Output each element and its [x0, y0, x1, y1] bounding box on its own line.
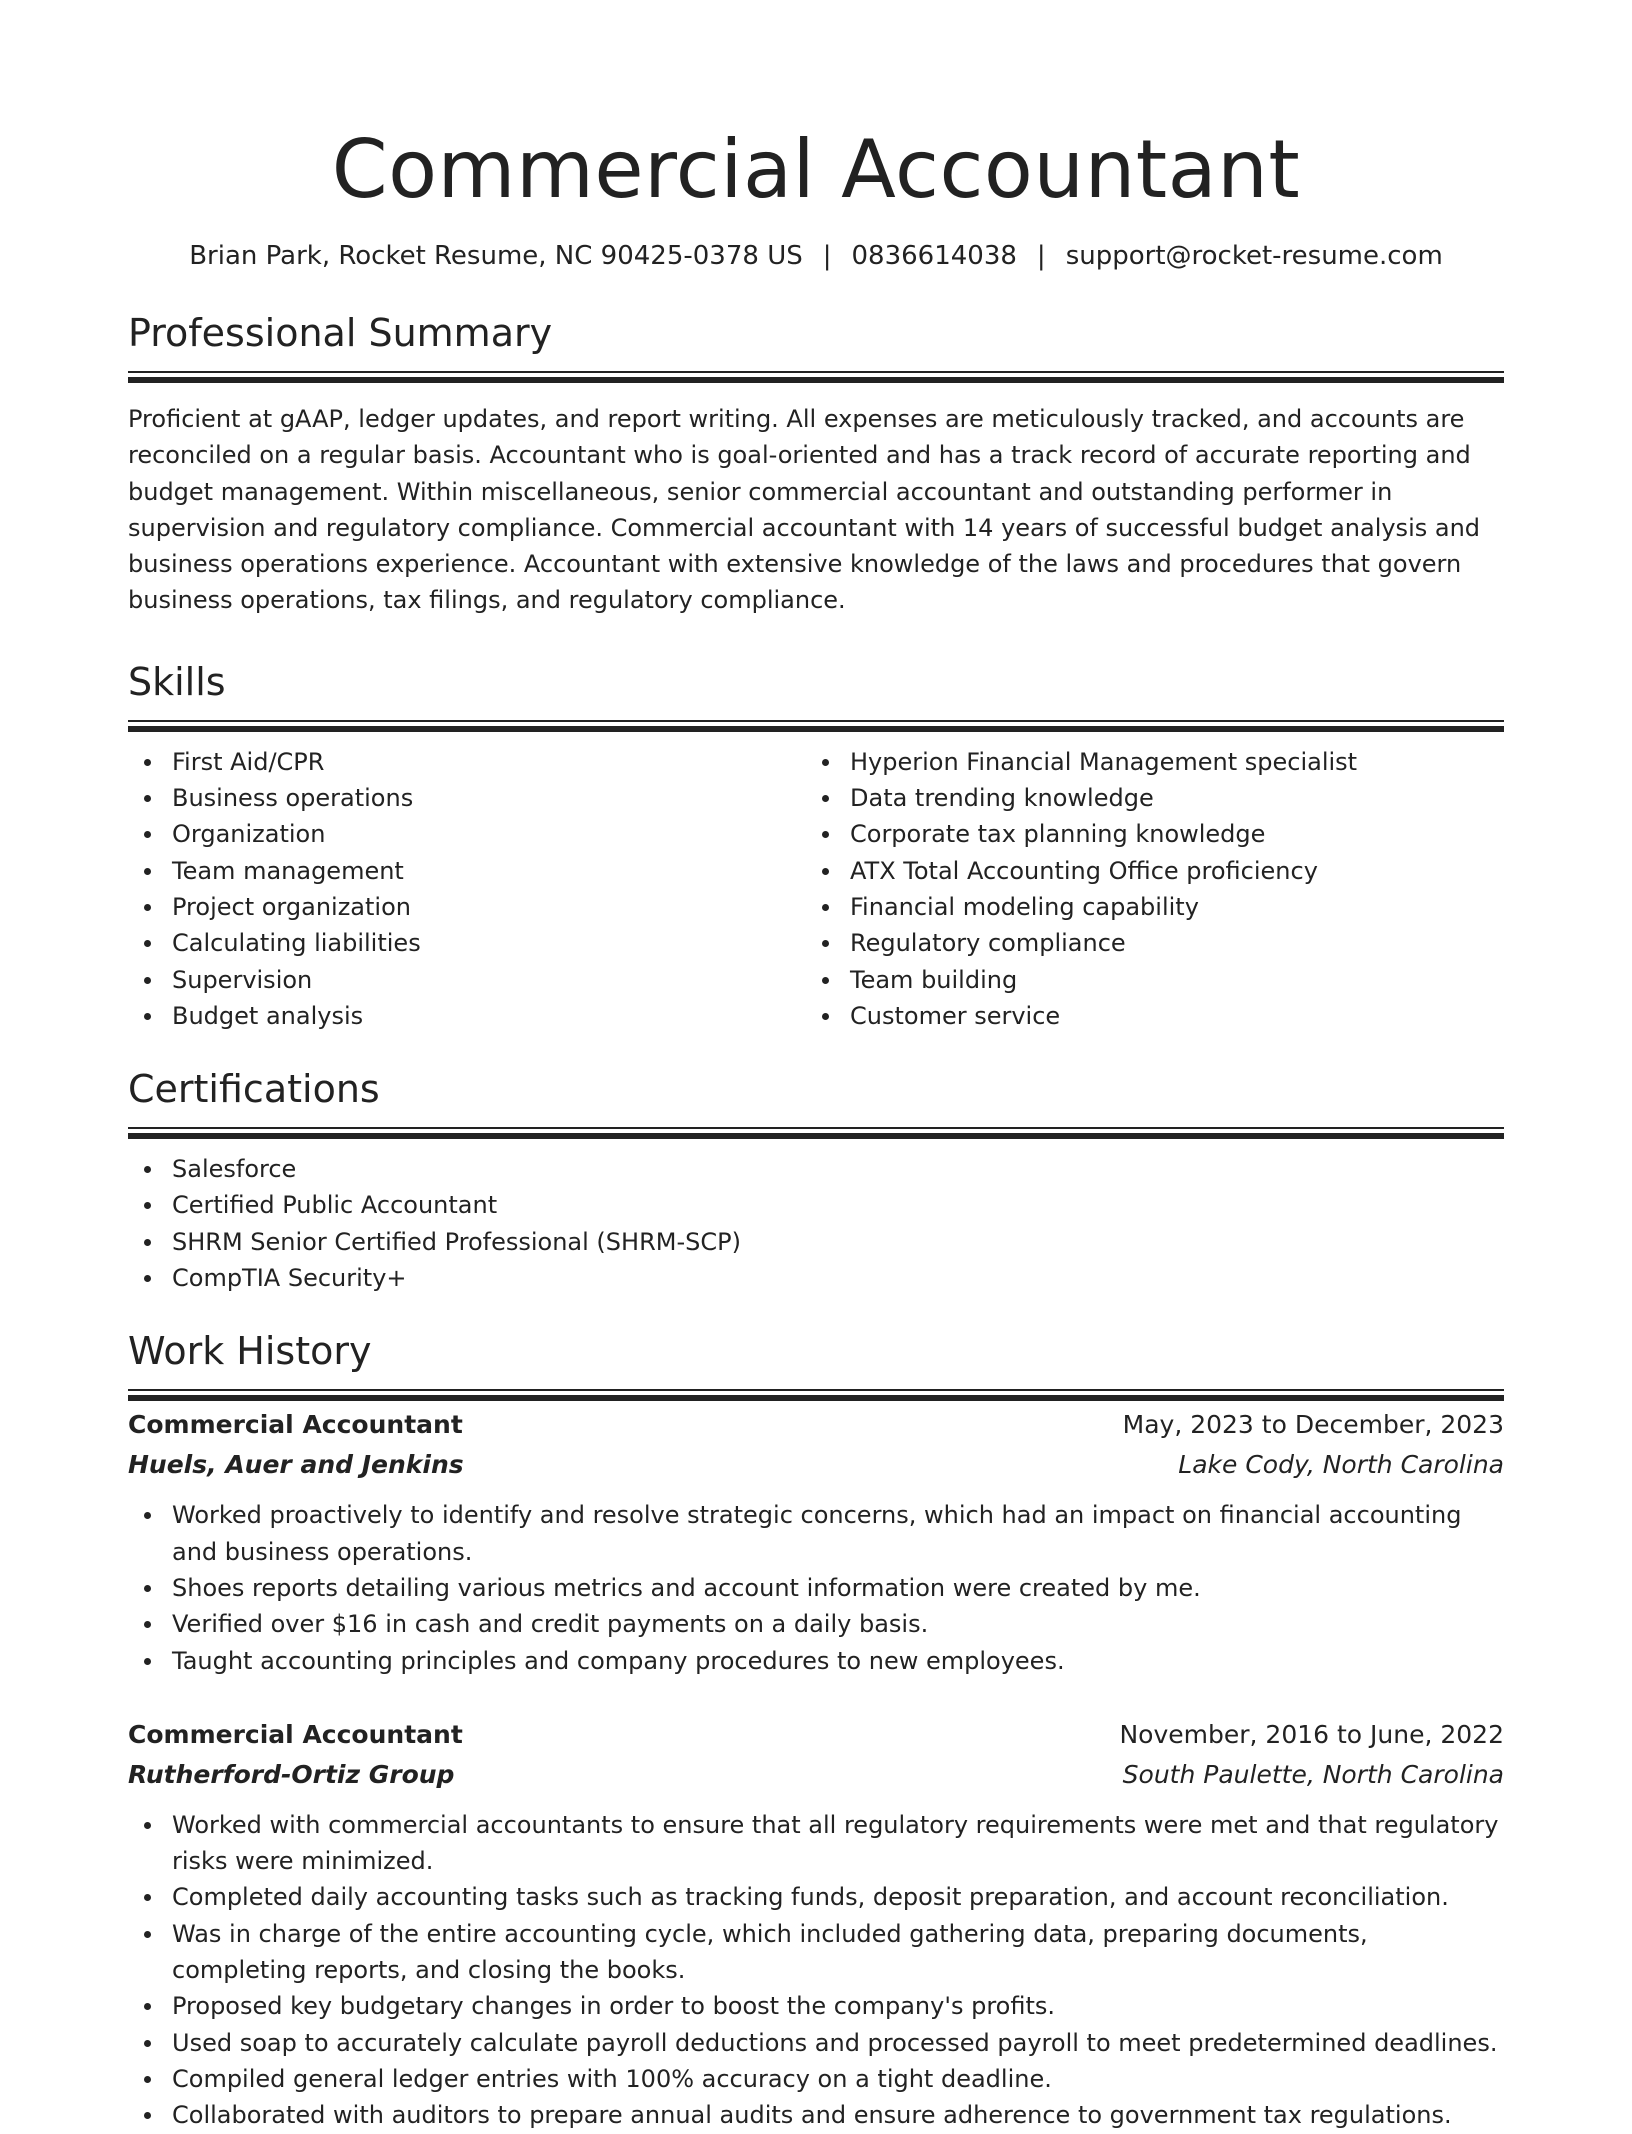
skill-item: Hyperion Financial Management specialist	[806, 744, 1484, 780]
job-bullet: Compiled general ledger entries with 100% accuracy on a tight deadline.	[128, 2061, 1504, 2097]
job-bullet: Verified over $16 in cash and credit payments on a daily basis.	[128, 1606, 1504, 1642]
job-bullet: Shoes reports detailing various metrics and account information were created by me.	[128, 1570, 1504, 1606]
certification-item: CompTIA Security+	[128, 1260, 1504, 1296]
job-company-row	[128, 1445, 1504, 1485]
job-location: Lake Cody, North Carolina	[1178, 1450, 1504, 1480]
work-history-section	[128, 1326, 1504, 2133]
job-company-row	[128, 1755, 1504, 1795]
job-bullet: Used soap to accurately calculate payroll deductions and processed payroll to meet predetermined deadlines.	[128, 2025, 1504, 2061]
work-history-heading: Work History	[128, 1329, 372, 1374]
contact-address: Brian Park, Rocket Resume, NC 90425-0378 US	[189, 241, 803, 271]
skill-item: Business operations	[128, 780, 806, 816]
certifications-heading: Certifications	[128, 1067, 380, 1112]
skill-item: Supervision	[128, 962, 806, 998]
job-bullets	[128, 1807, 1504, 2134]
job-bullets	[128, 1497, 1504, 1678]
skill-item: Data trending knowledge	[806, 780, 1484, 816]
certifications-section	[128, 1064, 1504, 1296]
job-company: Rutherford-Ortiz Group	[128, 1759, 455, 1789]
skill-item: Customer service	[806, 998, 1484, 1034]
section-divider	[128, 1389, 1504, 1391]
skill-item: First Aid/CPR	[128, 744, 806, 780]
summary-text: Proficient at gAAP, ledger updates, and report writing. All expenses are meticulously tracked, and accounts are reconciled on a regular basis. Accountant who is goal-oriented and has a track record of accurate reporting and budget management. Within miscellaneous, senior commercial accountant and outstanding performer in supervision and regulatory compliance. Commercial accountant with 14 years of successful budget analysis and business operations experience. Accountant with extensive knowledge of the laws and procedures that govern business operations, tax filings, and regulatory compliance.	[128, 405, 1481, 615]
job-bullet: Worked proactively to identify and resolve strategic concerns, which had an impact on financial accounting and business operations.	[128, 1497, 1504, 1570]
contact-separator: |	[1036, 241, 1046, 271]
job-dates: November, 2016 to June, 2022	[1119, 1719, 1504, 1749]
summary-section	[128, 308, 1504, 619]
job-dates: May, 2023 to December, 2023	[1122, 1410, 1504, 1440]
job-title: Commercial Accountant	[128, 1410, 463, 1440]
certifications-list	[128, 1151, 1504, 1296]
job-entry	[128, 1405, 1504, 1678]
certification-item: Salesforce	[128, 1151, 1504, 1187]
skill-item: Team management	[128, 853, 806, 889]
job-title-row	[128, 1405, 1504, 1445]
section-divider	[128, 720, 1504, 722]
section-divider	[128, 1127, 1504, 1129]
skills-grid	[128, 744, 1504, 1034]
job-bullet: Taught accounting principles and company procedures to new employees.	[128, 1643, 1504, 1679]
skills-list-right	[806, 744, 1484, 1034]
skill-item: Project organization	[128, 889, 806, 925]
contact-line	[128, 238, 1504, 274]
contact-phone: 0836614038	[851, 241, 1017, 271]
summary-heading: Professional Summary	[128, 311, 553, 355]
certification-item: SHRM Senior Certified Professional (SHRM-SCP)	[128, 1224, 1504, 1260]
job-company: Huels, Auer and Jenkins	[128, 1450, 464, 1480]
skill-item: Corporate tax planning knowledge	[806, 816, 1484, 852]
job-title: Commercial Accountant	[128, 1719, 463, 1749]
job-location: South Paulette, North Carolina	[1122, 1759, 1504, 1789]
contact-separator: |	[822, 241, 832, 271]
job-bullet: Completed daily accounting tasks such as tracking funds, deposit preparation, and account reconciliation.	[128, 1879, 1504, 1915]
skill-item: Team building	[806, 962, 1484, 998]
skill-item: Calculating liabilities	[128, 925, 806, 961]
skill-item: Financial modeling capability	[806, 889, 1484, 925]
certification-item: Certified Public Accountant	[128, 1187, 1504, 1223]
job-bullet: Worked with commercial accountants to ensure that all regulatory requirements were met and that regulatory risks were minimized.	[128, 1807, 1504, 1880]
skill-item: Organization	[128, 816, 806, 852]
job-bullet: Was in charge of the entire accounting cycle, which included gathering data, preparing documents, completing reports, and closing the books.	[128, 1916, 1504, 1989]
resume-page	[128, 0, 1504, 2134]
contact-email: support@rocket-resume.com	[1065, 241, 1443, 271]
skills-heading: Skills	[128, 659, 226, 704]
section-divider	[128, 371, 1504, 373]
job-bullet: Collaborated with auditors to prepare annual audits and ensure adherence to government tax regulations.	[128, 2097, 1504, 2133]
skill-item: Regulatory compliance	[806, 925, 1484, 961]
job-bullet: Proposed key budgetary changes in order to boost the company's profits.	[128, 1988, 1504, 2024]
skills-section	[128, 657, 1504, 1034]
skill-item: Budget analysis	[128, 998, 806, 1034]
skill-item: ATX Total Accounting Office proficiency	[806, 853, 1484, 889]
job-entry	[128, 1715, 1504, 2134]
job-title-row	[128, 1715, 1504, 1755]
page-title: Commercial Accountant	[331, 123, 1301, 216]
skills-list-left	[128, 744, 806, 1034]
